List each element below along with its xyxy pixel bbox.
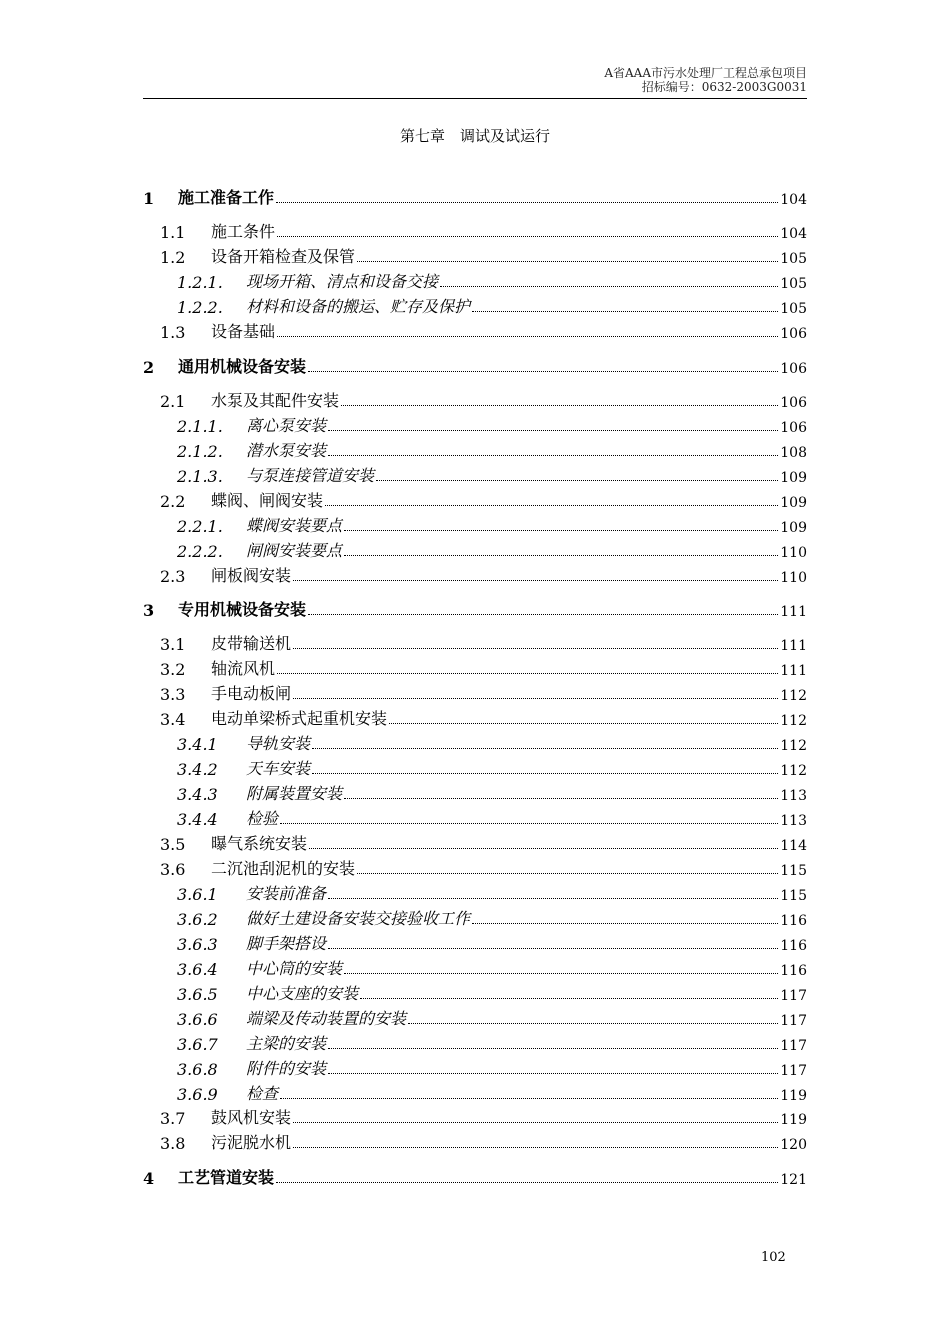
toc-entry-title: 导轨安装 (246, 734, 311, 753)
toc-entry-title: 设备基础 (211, 322, 276, 341)
toc-entry-page: 104 (780, 226, 807, 242)
toc-dot-leader (293, 1147, 778, 1148)
toc-entry-page: 117 (780, 1013, 807, 1029)
toc-entry[interactable] (143, 1106, 807, 1128)
toc-entry-title: 检验 (246, 809, 279, 828)
toc-entry-number: 3.8 (160, 1134, 186, 1153)
toc-entry-title: 离心泵安装 (246, 416, 327, 435)
toc-entry-number: 2 (143, 358, 155, 377)
toc-entry-number: 2.1.3. (177, 467, 223, 486)
toc-entry-title: 蝶阀、闸阀安装 (211, 491, 324, 510)
toc-entry-title: 施工条件 (211, 222, 276, 241)
toc-entry[interactable] (143, 439, 807, 461)
toc-entry-page: 110 (780, 570, 807, 586)
toc-entry-number: 3.6.5 (177, 985, 218, 1004)
toc-entry-page: 105 (780, 276, 807, 292)
toc-entry-title: 水泵及其配件安装 (211, 391, 340, 410)
toc-dot-leader (357, 261, 778, 262)
toc-entry-number: 2.2.1. (177, 517, 223, 536)
toc-dot-leader (280, 823, 778, 824)
toc-entry-title: 天车安装 (246, 759, 311, 778)
toc-dot-leader (277, 336, 778, 337)
toc-entry-page: 112 (780, 713, 807, 729)
toc-entry-page: 112 (780, 763, 807, 779)
toc-entry-title: 检查 (246, 1084, 279, 1103)
toc-entry[interactable] (143, 598, 807, 620)
page-number: 102 (761, 1250, 786, 1265)
toc-entry[interactable] (143, 757, 807, 779)
toc-entry-page: 112 (780, 738, 807, 754)
toc-entry[interactable] (143, 682, 807, 704)
toc-entry-title: 鼓风机安装 (211, 1108, 292, 1127)
toc-entry-number: 1.1 (160, 223, 186, 242)
toc-entry-number: 1.3 (160, 323, 186, 342)
toc-entry-page: 109 (780, 470, 807, 486)
toc-entry[interactable] (143, 414, 807, 436)
toc-entry-title: 通用机械设备安装 (178, 357, 307, 376)
toc-entry-number: 2.2.2. (177, 542, 223, 561)
toc-entry-title: 附属装置安装 (246, 784, 343, 803)
toc-entry-title: 主梁的安装 (246, 1034, 327, 1053)
toc-entry-number: 3.7 (160, 1109, 186, 1128)
toc-dot-leader (328, 898, 778, 899)
toc-entry-number: 2.1.1. (177, 417, 223, 436)
toc-dot-leader (344, 555, 778, 556)
toc-entry-title: 现场开箱、清点和设备交接 (246, 272, 439, 291)
toc-entry[interactable] (143, 782, 807, 804)
toc-entry-title: 工艺管道安装 (178, 1168, 275, 1187)
toc-entry-number: 3.6.2 (177, 910, 218, 929)
toc-entry-number: 3.1 (160, 635, 186, 654)
toc-entry-title: 污泥脱水机 (211, 1133, 292, 1152)
toc-dot-leader (328, 455, 778, 456)
toc-entry-page: 119 (780, 1088, 807, 1104)
toc-entry-title: 脚手架搭设 (246, 934, 327, 953)
toc-dot-leader (309, 848, 778, 849)
toc-entry-page: 115 (780, 888, 807, 904)
toc-dot-leader (308, 614, 778, 615)
toc-entry[interactable] (143, 957, 807, 979)
toc-dot-leader (376, 480, 778, 481)
toc-entry-page: 105 (780, 301, 807, 317)
toc-entry[interactable] (143, 489, 807, 511)
toc-entry-number: 2.1 (160, 392, 186, 411)
toc-entry-page: 111 (780, 638, 807, 654)
toc-dot-leader (328, 1073, 778, 1074)
toc-entry-page: 109 (780, 495, 807, 511)
toc-dot-leader (293, 1122, 778, 1123)
toc-dot-leader (276, 202, 778, 203)
toc-dot-leader (312, 773, 778, 774)
toc-entry[interactable] (143, 707, 807, 729)
page-header (143, 66, 807, 94)
toc-entry-page: 113 (780, 788, 807, 804)
toc-entry-page: 115 (780, 863, 807, 879)
toc-entry-number: 3.4.2 (177, 760, 218, 779)
toc-entry-page: 110 (780, 545, 807, 561)
toc-dot-leader (389, 723, 778, 724)
toc-entry-number: 3.5 (160, 835, 186, 854)
header-project-name: A省AAA市污水处理厂工程总承包项目 (604, 66, 807, 80)
toc-entry-title: 曝气系统安装 (211, 834, 308, 853)
toc-entry-number: 2.3 (160, 567, 186, 586)
toc-entry-page: 117 (780, 1038, 807, 1054)
toc-entry-title: 潜水泵安装 (246, 441, 327, 460)
toc-entry-title: 闸阀安装要点 (246, 541, 343, 560)
toc-entry-number: 3.6.8 (177, 1060, 218, 1079)
toc-entry-number: 3.4.1 (177, 735, 218, 754)
toc-entry[interactable] (143, 932, 807, 954)
toc-entry[interactable] (143, 464, 807, 486)
toc-dot-leader (328, 1048, 778, 1049)
toc-entry-title: 设备开箱检查及保管 (211, 247, 356, 266)
toc-dot-leader (440, 286, 778, 287)
header-divider (143, 98, 807, 99)
toc-entry[interactable] (143, 807, 807, 829)
toc-entry-number: 3.3 (160, 685, 186, 704)
toc-entry-page: 114 (780, 838, 807, 854)
toc-entry-title: 专用机械设备安装 (178, 600, 307, 619)
chapter-title: 第七章 调试及试运行 (399, 127, 550, 145)
toc-entry-number: 1.2.1. (177, 273, 223, 292)
toc-entry-title: 手电动板闸 (211, 684, 292, 703)
toc-entry-number: 3.4.4 (177, 810, 218, 829)
toc-entry-title: 二沉池刮泥机的安装 (211, 859, 356, 878)
toc-entry-title: 中心筒的安装 (246, 959, 343, 978)
toc-entry-page: 112 (780, 688, 807, 704)
toc-entry-number: 3.6 (160, 860, 186, 879)
header-tender-number: 招标编号：0632-2003G0031 (641, 80, 807, 94)
toc-entry-number: 3.6.3 (177, 935, 218, 954)
toc-entry-title: 附件的安装 (246, 1059, 327, 1078)
toc-entry[interactable] (143, 220, 807, 242)
toc-entry-number: 3.6.9 (177, 1085, 218, 1104)
toc-entry[interactable] (143, 389, 807, 411)
toc-entry-page: 106 (780, 420, 807, 436)
toc-entry-title: 电动单梁桥式起重机安装 (211, 709, 388, 728)
toc-entry-page: 108 (780, 445, 807, 461)
toc-entry[interactable] (143, 1131, 807, 1153)
toc-dot-leader (308, 371, 778, 372)
toc-entry-title: 中心支座的安装 (246, 984, 359, 1003)
toc-entry-number: 3.6.4 (177, 960, 218, 979)
toc-dot-leader (325, 505, 778, 506)
toc-entry-number: 1.2.2. (177, 298, 223, 317)
toc-dot-leader (277, 673, 778, 674)
toc-entry[interactable] (143, 982, 807, 1004)
toc-entry[interactable] (143, 1166, 807, 1188)
toc-entry-title: 皮带输送机 (211, 634, 292, 653)
toc-entry-number: 3.2 (160, 660, 186, 679)
toc-entry[interactable] (143, 632, 807, 654)
toc-entry[interactable] (143, 857, 807, 879)
toc-entry-number: 4 (143, 1169, 155, 1188)
toc-dot-leader (344, 530, 778, 531)
toc-entry-page: 111 (780, 663, 807, 679)
toc-entry-page: 106 (780, 361, 807, 377)
toc-entry-page: 106 (780, 395, 807, 411)
toc-entry-number: 2.1.2. (177, 442, 223, 461)
toc-entry-number: 3.4 (160, 710, 186, 729)
toc-entry-title: 材料和设备的搬运、贮存及保护 (246, 297, 471, 316)
toc-entry[interactable] (143, 907, 807, 929)
toc-entry-page: 116 (780, 963, 807, 979)
toc-dot-leader (280, 1098, 778, 1099)
toc-entry[interactable] (143, 295, 807, 317)
toc-entry-number: 3.6.6 (177, 1010, 218, 1029)
toc-entry-title: 端梁及传动装置的安装 (246, 1009, 407, 1028)
toc-dot-leader (472, 311, 778, 312)
toc-dot-leader (312, 748, 778, 749)
toc-entry-page: 105 (780, 251, 807, 267)
toc-entry-number: 1.2 (160, 248, 186, 267)
toc-entry-page: 111 (780, 604, 807, 620)
toc-entry[interactable] (143, 1057, 807, 1079)
toc-entry-title: 施工准备工作 (178, 188, 275, 207)
toc-entry-page: 116 (780, 938, 807, 954)
toc-dot-leader (341, 405, 778, 406)
toc-dot-leader (328, 948, 778, 949)
toc-entry-number: 2.2 (160, 492, 186, 511)
toc-entry[interactable] (143, 539, 807, 561)
toc-entry-number: 3.6.7 (177, 1035, 218, 1054)
toc-dot-leader (293, 580, 778, 581)
toc-entry[interactable] (143, 732, 807, 754)
toc-entry-title: 轴流风机 (211, 659, 276, 678)
toc-entry[interactable] (143, 564, 807, 586)
toc-entry-page: 116 (780, 913, 807, 929)
toc-dot-leader (408, 1023, 778, 1024)
toc-entry[interactable] (143, 186, 807, 208)
toc-entry-title: 安装前准备 (246, 884, 327, 903)
toc-dot-leader (357, 873, 778, 874)
toc-entry-number: 3.4.3 (177, 785, 218, 804)
toc-entry-page: 121 (780, 1172, 807, 1188)
toc-entry-page: 117 (780, 1063, 807, 1079)
toc-entry[interactable] (143, 514, 807, 536)
toc-entry-number: 3 (143, 601, 155, 620)
toc-entry[interactable] (143, 882, 807, 904)
toc-entry-page: 104 (780, 192, 807, 208)
toc-entry-page: 113 (780, 813, 807, 829)
toc-entry-page: 120 (780, 1137, 807, 1153)
toc-entry-number: 1 (143, 189, 155, 208)
toc-dot-leader (293, 648, 778, 649)
toc-dot-leader (276, 1182, 778, 1183)
toc-dot-leader (360, 998, 778, 999)
toc-entry[interactable] (143, 320, 807, 342)
toc-entry-title: 闸板阀安装 (211, 566, 292, 585)
toc-entry[interactable] (143, 270, 807, 292)
toc-entry[interactable] (143, 1007, 807, 1029)
toc-dot-leader (344, 798, 778, 799)
toc-entry[interactable] (143, 832, 807, 854)
toc-entry-page: 106 (780, 326, 807, 342)
toc-entry-title: 蝶阀安装要点 (246, 516, 343, 535)
toc-dot-leader (472, 923, 778, 924)
toc-entry[interactable] (143, 245, 807, 267)
toc-entry[interactable] (143, 355, 807, 377)
toc-entry-title: 与泵连接管道安装 (246, 466, 375, 485)
toc-entry[interactable] (143, 1082, 807, 1104)
toc-entry-page: 119 (780, 1112, 807, 1128)
toc-entry-page: 117 (780, 988, 807, 1004)
toc-entry[interactable] (143, 1032, 807, 1054)
toc-dot-leader (293, 698, 778, 699)
toc-entry-number: 3.6.1 (177, 885, 218, 904)
toc-dot-leader (277, 236, 778, 237)
toc-dot-leader (344, 973, 778, 974)
toc-entry-page: 109 (780, 520, 807, 536)
toc-entry-title: 做好土建设备安装交接验收工作 (246, 909, 471, 928)
toc-entry[interactable] (143, 657, 807, 679)
toc-dot-leader (328, 430, 778, 431)
